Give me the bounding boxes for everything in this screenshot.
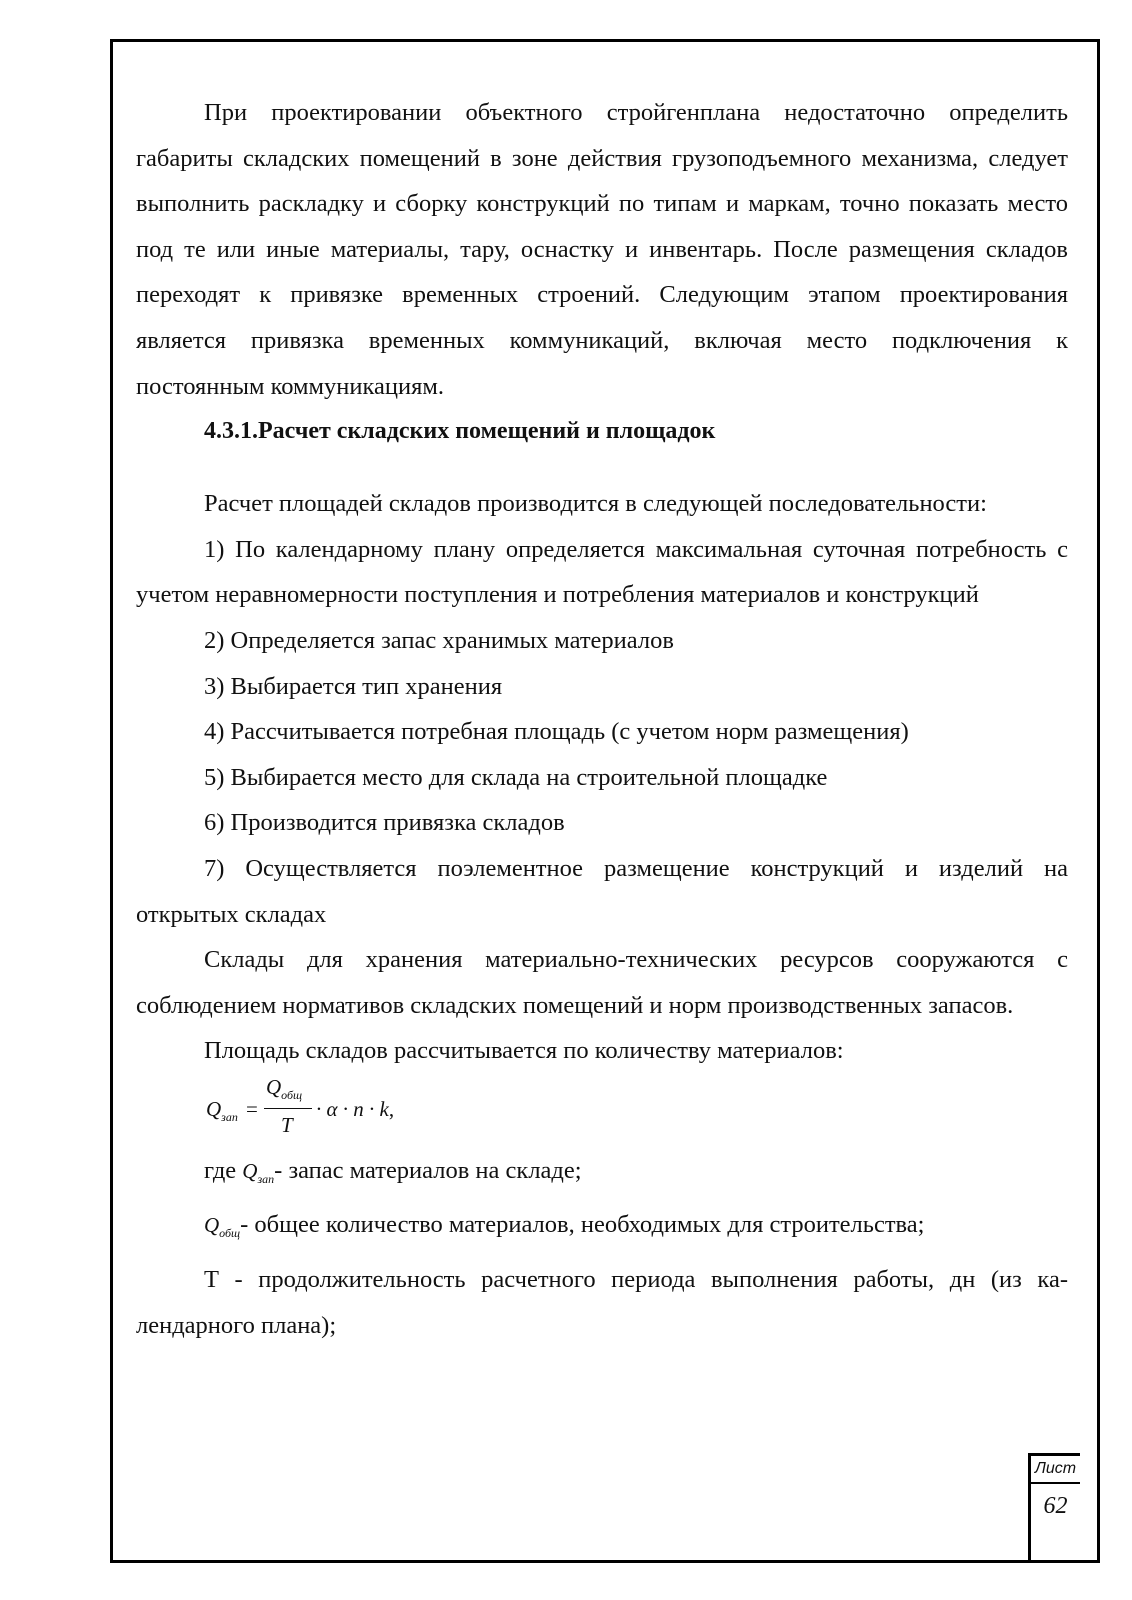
step-4: 4) Рассчитывается потребная площадь (с учетом норм размещения) [204,718,909,746]
sheet-stamp [1028,1453,1080,1563]
storage-formula [206,1074,1068,1148]
definition-q-obsch-subscript: общ [219,1226,241,1241]
formula-numerator-subscript: общ [281,1087,303,1102]
intro-paragraph: При проектировании объектного стройгенплана недостаточно определить габариты складских помещений в зоне действия грузоподъемного механизма, следует выполнить раскладку и сборку конструкций по типам и маркам, точно показать место под те или иные материалы, тару, оснастку и инвентарь. После размещения складов переходят к привязке временных строений. Следующим этапом проектирования является привязка временных коммуникаций, включая место подключения к постоянным коммуникациям. [136,99,1068,400]
definition-q-zap [136,1148,1068,1203]
formula-fraction-bar [264,1108,312,1110]
step-2: 2) Определяется запас хранимых материалов [204,626,674,654]
sheet-stamp-label: Лист [1031,1456,1080,1484]
warehouses-paragraph: Склады для хранения материально-технических ресурсов сооружаются с соблюдением нормативов складских помещений и норм производственных запасов. [136,946,1068,1019]
formula-lhs-subscript: зап [221,1109,238,1124]
definition-q-obsch [136,1202,1068,1257]
section-heading: 4.3.1.Расчет складских помещений и площадок [204,418,716,445]
step-1: 1) По календарному плану определяется максимальная суточная потребность с учетом неравномерности поступления и потребления материалов и конструкций [136,535,1068,609]
step-7: 7) Осуществляется поэлементное размещение конструкций и изделий на открытых складах [136,854,1068,928]
definition-q-zap-prefix: где [204,1156,237,1184]
sequence-intro-paragraph: Расчет площадей складов производится в следующей последовательности: [204,490,987,518]
step-3: 3) Выбирается тип хранения [204,672,503,700]
step-5: 5) Выбирается место для склада на строительной площадке [204,763,828,791]
formula-lhs-symbol: Q [206,1096,222,1121]
definition-q-obsch-text: - общее количество материалов, необходимых для строительства; [240,1211,925,1239]
formula-factors: · α · n · k [316,1096,389,1121]
definition-q-zap-symbol: Q [242,1158,258,1183]
step-6: 6) Производится привязка складов [204,809,565,837]
formula-numerator-symbol: Q [266,1074,282,1099]
formula-denominator: T [281,1112,293,1137]
area-calc-paragraph: Площадь складов рассчитывается по количеству материалов: [204,1037,844,1065]
document-body [136,90,1068,1348]
definition-q-zap-subscript: зап [257,1171,275,1186]
definition-q-zap-text: - запас материалов на складе; [274,1156,582,1184]
formula-tail [316,1096,394,1122]
definition-t: Т - продолжительность расчетного периода выполнения работы, дн (из календарного плана); [136,1266,1068,1339]
formula-equals: = [246,1096,258,1121]
formula-comma: , [388,1096,395,1121]
formula-lhs [206,1096,238,1130]
definition-q-obsch-symbol: Q [204,1213,220,1238]
page-number: 62 [1043,1493,1068,1519]
formula-numerator [266,1074,302,1108]
